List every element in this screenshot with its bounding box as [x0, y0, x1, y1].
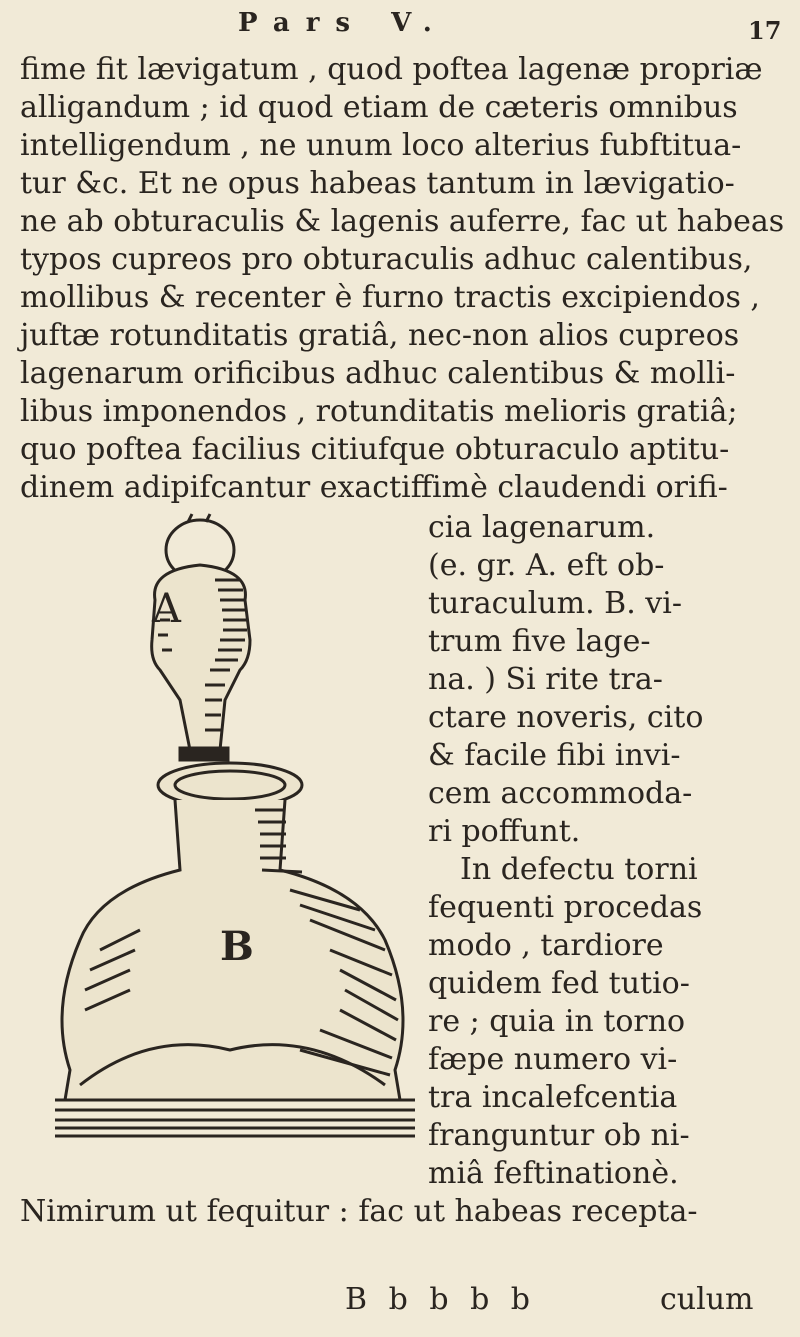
body-line: juftæ rotunditatis gratiâ, nec-non alios cupreos: [20, 318, 740, 353]
body-line: mollibus & recenter è furno tractis excipiendos ,: [20, 280, 760, 315]
stopper-and-flask-figure: [40, 510, 430, 1170]
side-line: franguntur ob ni-: [428, 1118, 690, 1153]
body-line: tur &c. Et ne opus habeas tantum in lævigatio-: [20, 166, 735, 201]
side-line: cem accommoda-: [428, 776, 693, 811]
side-line: fequenti procedas: [428, 890, 703, 925]
side-line: miâ feftinationè.: [428, 1156, 679, 1191]
side-line: tra incalefcentia: [428, 1080, 678, 1115]
side-line: & facile fibi invi-: [428, 738, 681, 773]
body-line: Nimirum ut fequitur : fac ut habeas recepta-: [20, 1194, 698, 1229]
side-line: In defectu torni: [460, 852, 698, 887]
side-line: modo , tardiore: [428, 928, 664, 963]
side-line: turaculum. B. vi-: [428, 586, 682, 621]
body-line: ne ab obturaculis & lagenis auferre, fac ut habeas: [20, 204, 785, 239]
side-line: trum five lage-: [428, 624, 651, 659]
page-number: 17: [748, 16, 782, 45]
signature-mark: B b b b b: [345, 1282, 537, 1317]
body-line: typos cupreos pro obturaculis adhuc calentibus,: [20, 242, 753, 277]
side-line: cia lagenarum.: [428, 510, 656, 545]
side-line: na. ) Si rite tra-: [428, 662, 663, 697]
figure-label-b: B: [220, 923, 254, 970]
body-line: lagenarum orificibus adhuc calentibus & molli-: [20, 356, 736, 391]
body-line: intelligendum , ne unum loco alterius fubftitua-: [20, 128, 742, 163]
catchword: culum: [660, 1282, 754, 1317]
side-line: ctare noveris, cito: [428, 700, 704, 735]
body-line: libus imponendos , rotunditatis melioris gratiâ;: [20, 394, 738, 429]
figure-label-a: A: [152, 586, 181, 632]
body-line: fime fit lævigatum , quod poftea lagenæ propriæ: [20, 52, 763, 87]
stopper-figure: [152, 514, 250, 760]
side-line: fæpe numero vi-: [428, 1042, 678, 1077]
side-line: ri poffunt.: [428, 814, 581, 849]
running-title: Pars V.: [238, 8, 448, 38]
side-line: re ; quia in torno: [428, 1004, 686, 1039]
body-line: dinem adipifcantur exactiffimè claudendi orifi-: [20, 470, 728, 505]
side-line: quidem fed tutio-: [428, 966, 690, 1001]
body-line: quo poftea facilius citiufque obturaculo aptitu-: [20, 432, 730, 467]
running-header: [0, 6, 800, 46]
side-line: (e. gr. A. eft ob-: [428, 548, 665, 583]
body-line: alligandum ; id quod etiam de cæteris omnibus: [20, 90, 738, 125]
